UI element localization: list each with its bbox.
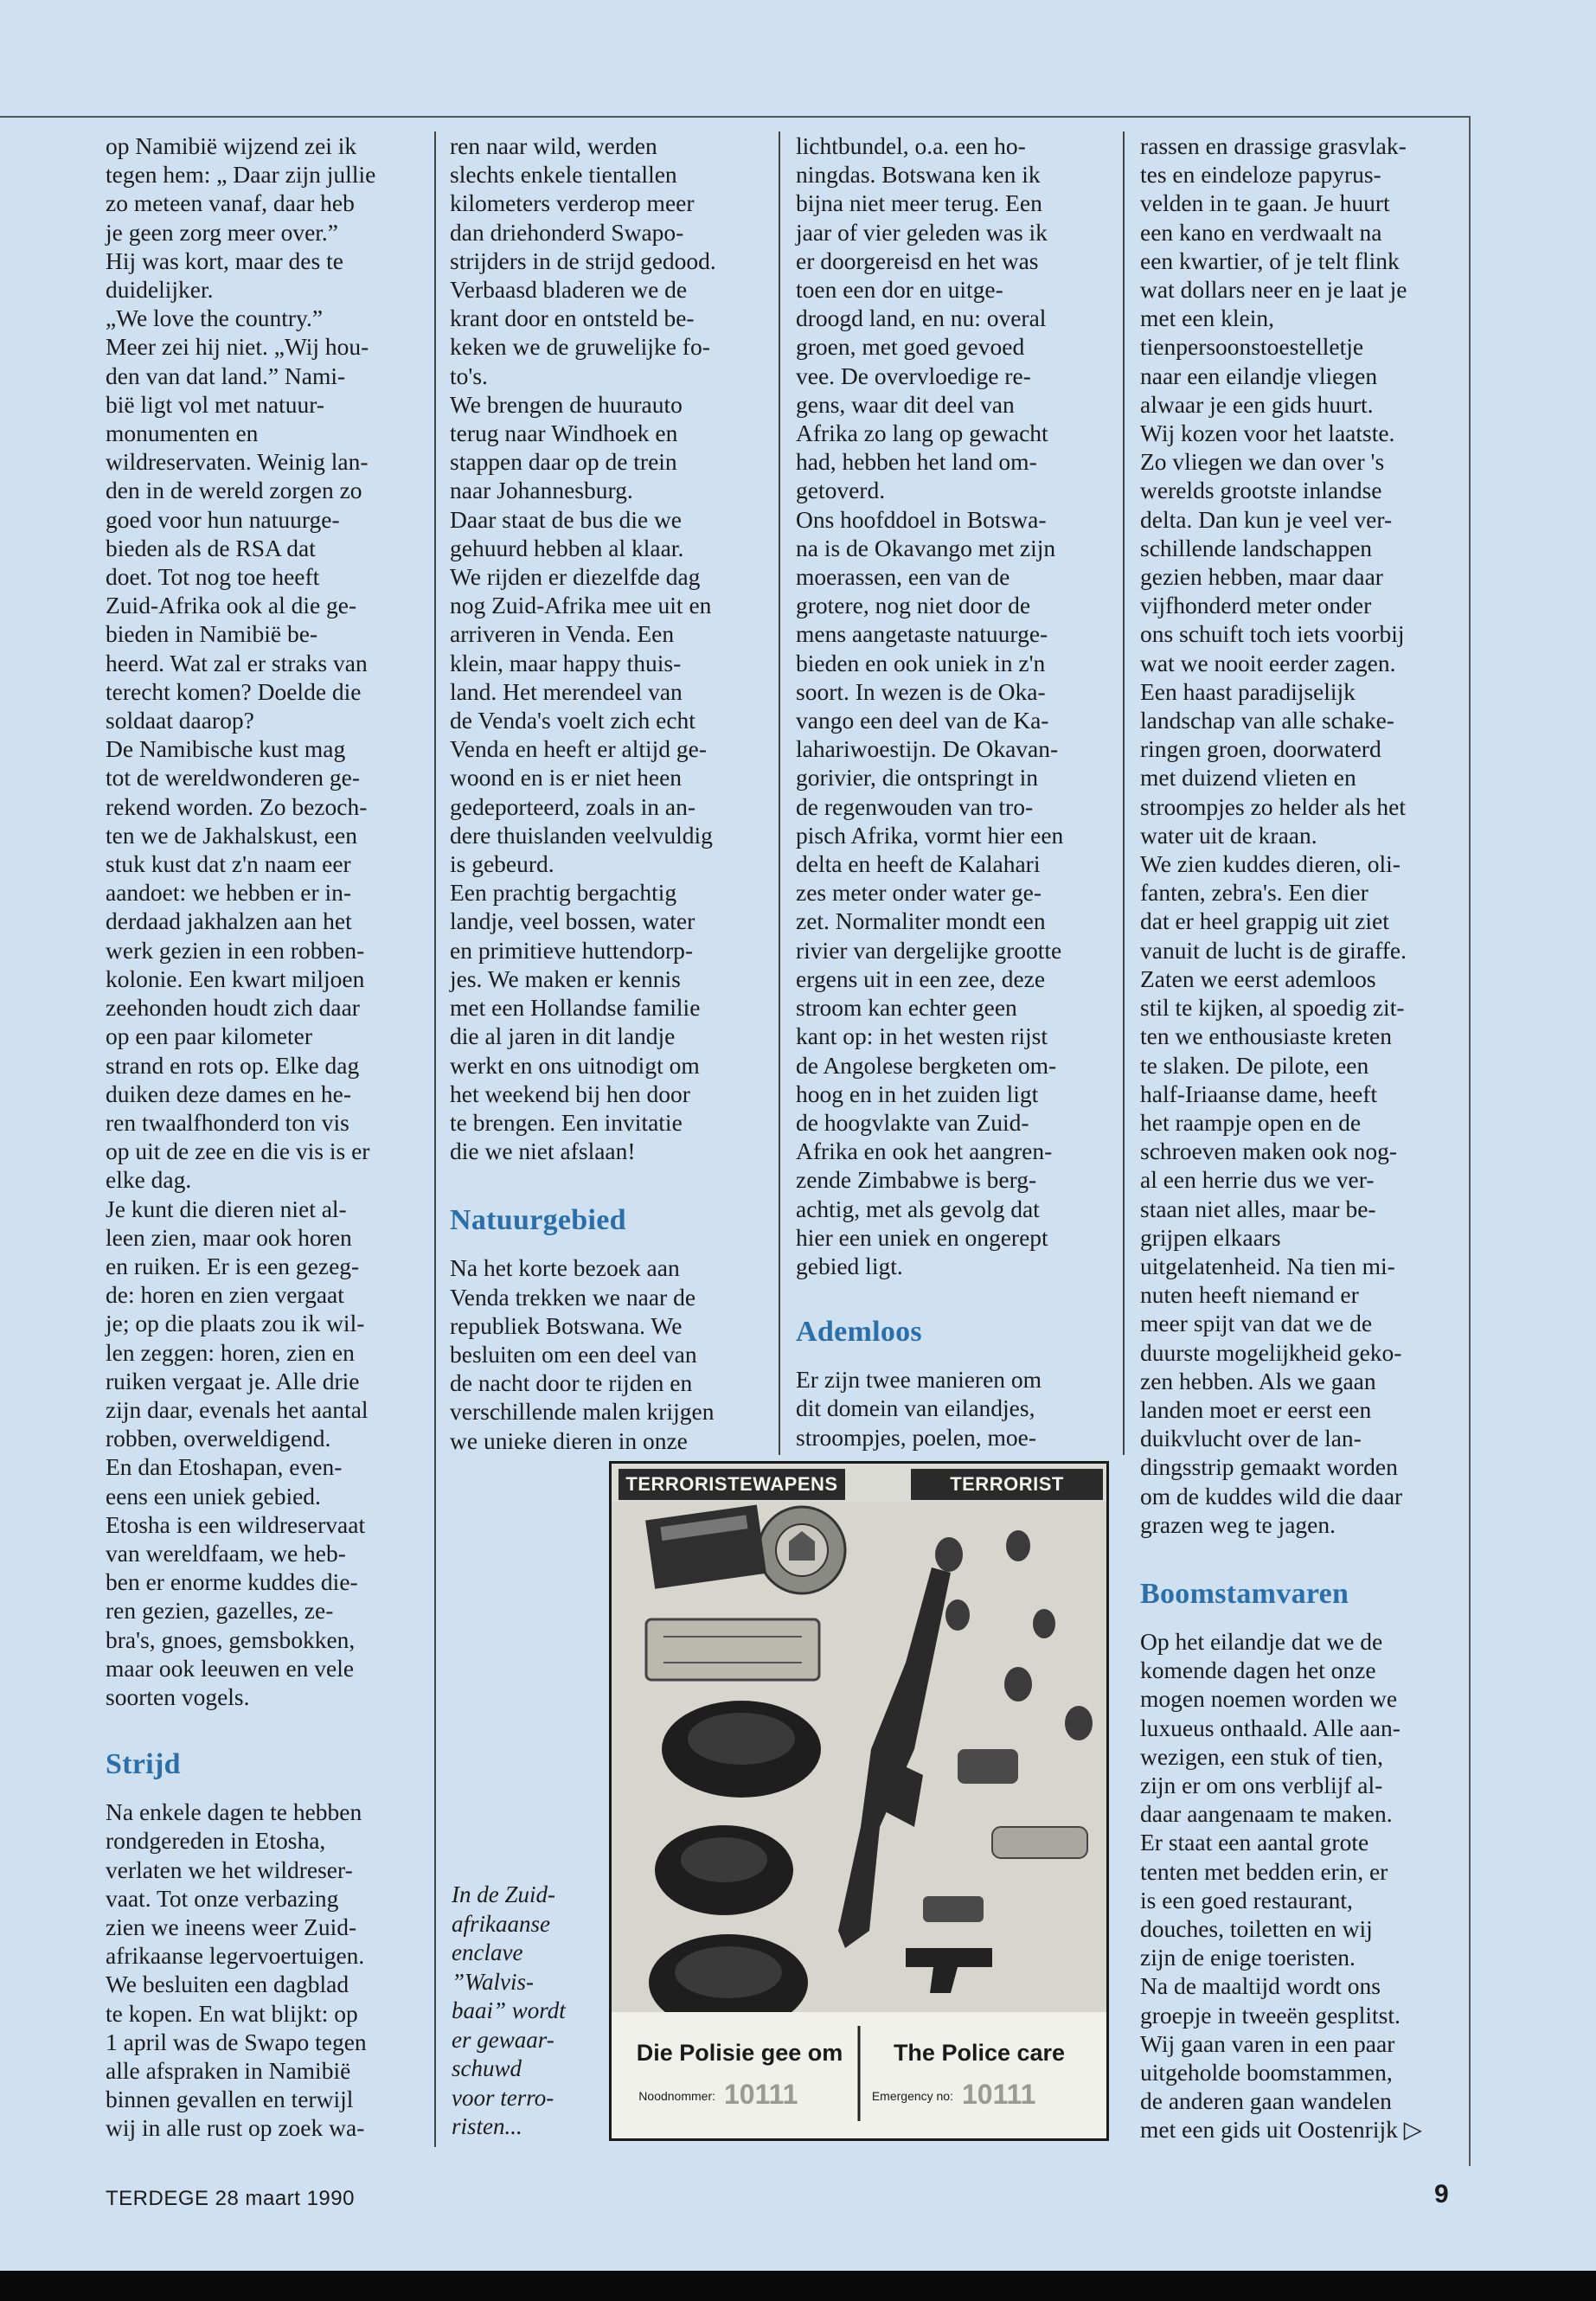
text-line: tot de wereldwonderen ge- xyxy=(106,764,360,792)
text-line: Er staat een aantal grote xyxy=(1140,1829,1369,1856)
text-line: om de kuddes wild die daar xyxy=(1140,1482,1403,1509)
caption-line: afrikaanse xyxy=(452,1910,550,1937)
text-line: je geen zorg meer over.” xyxy=(106,218,339,246)
text-line: keken we de gruwelijke fo- xyxy=(450,333,710,361)
text-line: kilometers verderop meer xyxy=(450,189,695,217)
article-column-4 xyxy=(1140,131,1460,2144)
text-line: getoverd. xyxy=(796,477,886,504)
text-line: tes en eindeloze papyrus- xyxy=(1140,161,1381,189)
text-line: Wij kozen voor het laatste. xyxy=(1140,420,1395,447)
text-line: terug naar Windhoek en xyxy=(450,420,678,447)
text-line: duurste mogelijkheid geko- xyxy=(1140,1338,1402,1366)
text-line: half-Iriaanse dame, heeft xyxy=(1140,1080,1378,1107)
paragraph-block xyxy=(106,1798,417,2142)
text-line: gens, waar dit deel van xyxy=(796,390,1015,418)
text-line: Venda trekken we naar de xyxy=(450,1283,696,1311)
text-line: monumenten en xyxy=(106,420,259,447)
text-line: Op het eilandje dat we de xyxy=(1140,1627,1383,1655)
text-line: uitgelatenheid. Na tien mi- xyxy=(1140,1252,1395,1279)
photo-caption xyxy=(452,1881,599,2142)
text-line: We rijden er diezelfde dag xyxy=(450,563,701,591)
text-line: ren gezien, gazelles, ze- xyxy=(106,1597,334,1625)
text-line: heerd. Wat zal er straks van xyxy=(106,649,368,676)
poster-slogan-english: The Police care xyxy=(893,2040,1066,2066)
text-line: dan driehonderd Swapo- xyxy=(450,218,684,246)
text-line: rekend worden. Zo bezoch- xyxy=(106,792,368,820)
text-line: Zaten we eerst ademloos xyxy=(1140,965,1376,992)
text-line: dat er heel grappig uit ziet xyxy=(1140,907,1389,935)
text-line: wildreservaten. Weinig lan- xyxy=(106,448,369,476)
text-line: ruiken vergaat je. Alle drie xyxy=(106,1367,360,1394)
text-line: to's. xyxy=(450,362,488,389)
text-line: vango een deel van de Ka- xyxy=(796,707,1049,734)
text-line: douches, toiletten en wij xyxy=(1140,1914,1373,1942)
poster-slogan-afrikaans: Die Polisie gee om xyxy=(636,2040,843,2066)
text-line: we unieke dieren in onze xyxy=(450,1426,688,1454)
poster-phone-label-english: Emergency no: xyxy=(871,2089,953,2103)
text-line: zien we ineens weer Zuid- xyxy=(106,1913,357,1940)
text-line: gedeporteerd, zoals in an- xyxy=(450,792,696,820)
column-divider xyxy=(779,131,780,1455)
text-line: stappen daar op de trein xyxy=(450,448,677,476)
text-line: landen moet er eerst een xyxy=(1140,1395,1372,1423)
text-line: de hoogvlakte van Zuid- xyxy=(796,1108,1029,1136)
text-line: ren twaalfhonderd ton vis xyxy=(106,1108,349,1136)
text-line: maar ook leeuwen en vele xyxy=(106,1654,355,1682)
text-line: Verbaasd bladeren we de xyxy=(450,276,688,304)
text-line: stuk kust dat z'n naam eer xyxy=(106,850,351,878)
text-line: klein, maar happy thuis- xyxy=(450,649,682,676)
text-line: op een paar kilometer xyxy=(106,1022,312,1050)
text-line: 1 april was de Swapo tegen xyxy=(106,2028,367,2055)
text-line: Je kunt die dieren niet al- xyxy=(106,1195,347,1222)
text-line: velden in te gaan. Je huurt xyxy=(1140,189,1390,217)
text-line: een kwartier, of je telt flink xyxy=(1140,247,1400,274)
text-line: len zeggen: horen, zien en xyxy=(106,1338,355,1366)
text-line: dit domein van eilandjes, xyxy=(796,1394,1035,1422)
text-line: soldaat daarop? xyxy=(106,707,254,734)
text-line: aandoet: we hebben er in- xyxy=(106,879,352,907)
right-rule xyxy=(1469,116,1471,2166)
text-line: ringen groen, doorwaterd xyxy=(1140,735,1381,763)
text-line: zen hebben. Als we gaan xyxy=(1140,1367,1376,1394)
text-line: rassen en drassige grasvlak- xyxy=(1140,132,1407,159)
text-line: ons schuift toch iets voorbij xyxy=(1140,620,1405,648)
text-line: mogen noemen worden we xyxy=(1140,1685,1398,1713)
text-line: gehuurd hebben al klaar. xyxy=(450,534,684,561)
text-line: Na de maaltijd wordt ons xyxy=(1140,1972,1381,2000)
text-line: wat dollars neer en je laat je xyxy=(1140,276,1407,304)
text-line: nog Zuid-Afrika mee uit en xyxy=(450,592,712,619)
caption-line: voor terro- xyxy=(452,2084,554,2111)
text-line: zijn er om ons verblijf al- xyxy=(1140,1771,1383,1798)
text-line: van wereldfaam, we heb- xyxy=(106,1539,346,1567)
text-line: lichtbundel, o.a. een ho- xyxy=(796,132,1026,159)
text-line: luxueus onthaald. Alle aan- xyxy=(1140,1714,1401,1741)
text-line: na is de Okavango met zijn xyxy=(796,534,1056,561)
text-line: strand en rots op. Elke dag xyxy=(106,1051,360,1079)
text-line: kolonie. Een kwart miljoen xyxy=(106,965,365,992)
text-line: en primitieve huttendorp- xyxy=(450,936,694,964)
text-line: zes meter onder water ge- xyxy=(796,879,1042,907)
text-line: delta en heeft de Kalahari xyxy=(796,850,1041,878)
text-line: derdaad jakhalzen aan het xyxy=(106,907,352,935)
text-line: wat we nooit eerder zagen. xyxy=(1140,649,1396,676)
text-line: We brengen de huurauto xyxy=(450,390,683,418)
text-line: die al jaren in dit landje xyxy=(450,1022,676,1050)
text-line: Een prachtig bergachtig xyxy=(450,879,677,907)
text-line: ben er enorme kuddes die- xyxy=(106,1568,358,1596)
page-number: 9 xyxy=(1434,2180,1449,2208)
text-line: Etosha is een wildreservaat xyxy=(106,1510,366,1538)
text-line: doet. Tot nog toe heeft xyxy=(106,563,320,591)
text-line: rivier van dergelijke grootte xyxy=(796,936,1062,964)
text-line: wezigen, een stuk of tien, xyxy=(1140,1742,1384,1770)
text-line: Hij was kort, maar des te xyxy=(106,247,343,274)
caption-line: enclave xyxy=(452,1939,523,1965)
text-line: zijn de enige toeristen. xyxy=(1140,1944,1356,1971)
text-line: stroompjes zo helder als het xyxy=(1140,792,1406,820)
text-line: alwaar je een gids huurt. xyxy=(1140,390,1374,418)
text-line: eens een uniek gebied. xyxy=(106,1482,321,1509)
text-line: op Namibië wijzend zei ik xyxy=(106,132,357,159)
text-line: gorivier, die ontspringt in xyxy=(796,764,1038,792)
poster-phone-number-afrikaans: 10111 xyxy=(724,2079,798,2110)
column-divider xyxy=(434,131,436,2147)
text-line: ningdas. Botswana ken ik xyxy=(796,161,1041,189)
text-line: naar Johannesburg. xyxy=(450,477,633,504)
text-line: hier een uniek en ongerept xyxy=(796,1223,1048,1251)
text-line: binnen gevallen en terwijl xyxy=(106,2086,354,2113)
text-line: de Angolese bergketen om- xyxy=(796,1051,1057,1079)
text-line: werk gezien in een robben- xyxy=(106,936,365,964)
text-line: de anderen gaan wandelen xyxy=(1140,2087,1392,2115)
text-line: Afrika zo lang op gewacht xyxy=(796,420,1048,447)
text-line: duiken deze dames en he- xyxy=(106,1080,352,1107)
text-line: Daar staat de bus die we xyxy=(450,505,683,533)
text-line: besluiten om een deel van xyxy=(450,1340,697,1368)
text-line: rondgereden in Etosha, xyxy=(106,1827,326,1855)
text-line: verlaten we het wildreser- xyxy=(106,1856,353,1883)
text-line: tenten met bedden erin, er xyxy=(1140,1857,1388,1885)
article-column-2 xyxy=(450,131,766,1455)
text-line: slechts enkele tientallen xyxy=(450,161,677,189)
text-line: groepje in tweeën gesplitst. xyxy=(1140,2001,1401,2029)
text-line: te kopen. En wat blijkt: op xyxy=(106,1999,358,2027)
text-line: land. Het merendeel van xyxy=(450,677,683,705)
text-line: duidelijker. xyxy=(106,276,214,304)
text-line: grotere, nog niet door de xyxy=(796,592,1031,619)
text-line: grijpen elkaars xyxy=(1140,1223,1281,1251)
text-line: gebied ligt. xyxy=(796,1252,903,1279)
caption-line: er gewaar- xyxy=(452,2026,554,2053)
text-line: water uit de kraan. xyxy=(1140,821,1317,849)
text-line: delta. Dan kun je veel ver- xyxy=(1140,505,1393,533)
text-line: goed voor hun natuurge- xyxy=(106,505,340,533)
text-line: met een gids uit Oostenrijk ▷ xyxy=(1140,2116,1422,2144)
article-column-1 xyxy=(106,131,417,2143)
text-line: elke dag. xyxy=(106,1166,192,1194)
text-line: is een goed restaurant, xyxy=(1140,1886,1353,1913)
text-line: komende dagen het onze xyxy=(1140,1657,1376,1684)
text-line: bra's, gnoes, gemsbokken, xyxy=(106,1625,356,1653)
text-line: stil te kijken, al spoedig zit- xyxy=(1140,994,1405,1022)
paragraph-block xyxy=(1140,1627,1460,2144)
text-line: zijn daar, evenals het aantal xyxy=(106,1395,369,1423)
text-line: grazen weg te jagen. xyxy=(1140,1510,1336,1538)
text-line: jes. We maken er kennis xyxy=(450,965,681,992)
paragraph-block xyxy=(450,131,766,1165)
text-line: jaar of vier geleden was ik xyxy=(796,218,1048,246)
text-line: al een herrie dus we ver- xyxy=(1140,1166,1375,1194)
text-line: We besluiten een dagblad xyxy=(106,1971,349,1998)
text-line: woond en is er niet heen xyxy=(450,764,683,792)
text-line: afrikaanse legervoertuigen. xyxy=(106,1942,365,1970)
text-line: meer spijt van dat we de xyxy=(1140,1310,1373,1337)
text-line: staan niet alles, maar be- xyxy=(1140,1195,1376,1222)
text-line: uitgeholde boomstammen, xyxy=(1140,2059,1393,2086)
text-line: We zien kuddes dieren, oli- xyxy=(1140,850,1401,878)
text-line: Meer zei hij niet. „Wij hou- xyxy=(106,333,369,361)
text-line: had, hebben het land om- xyxy=(796,448,1037,476)
text-line: zo meteen vanaf, daar heb xyxy=(106,189,355,217)
text-line: bieden als de RSA dat xyxy=(106,534,316,561)
article-column-3 xyxy=(796,131,1107,1452)
text-line: ergens uit in een zee, deze xyxy=(796,965,1046,992)
text-line: stroompjes, poelen, moe- xyxy=(796,1423,1036,1451)
text-line: Na enkele dagen te hebben xyxy=(106,1798,362,1826)
text-line: te slaken. De pilote, een xyxy=(1140,1051,1369,1079)
text-line: pisch Afrika, vormt hier een xyxy=(796,821,1064,849)
text-line: vanuit de lucht is de giraffe. xyxy=(1140,936,1407,964)
text-line: Zuid-Afrika ook al die ge- xyxy=(106,592,357,619)
terrorist-weapons-poster-photo xyxy=(609,1461,1109,2141)
text-line: Afrika en ook het aangren- xyxy=(796,1138,1053,1165)
text-line: een kano en verdwaalt na xyxy=(1140,218,1382,246)
text-line: republiek Botswana. We xyxy=(450,1311,683,1339)
text-line: de regenwouden van tro- xyxy=(796,792,1034,820)
subheading-strijd: Strijd xyxy=(106,1748,181,1781)
caption-line: risten... xyxy=(452,2113,522,2139)
text-line: met een Hollandse familie xyxy=(450,994,701,1022)
explosive-pack-icon xyxy=(646,1619,819,1680)
text-line: zet. Normaliter mondt een xyxy=(796,907,1046,935)
text-line: bieden in Namibië be- xyxy=(106,620,318,648)
text-line: er doorgereisd en het was xyxy=(796,247,1039,274)
text-line: stroom kan echter geen xyxy=(796,994,1017,1022)
text-line: Zo vliegen we dan over 's xyxy=(1140,448,1385,476)
text-line: dere thuislanden veelvuldig xyxy=(450,821,713,849)
poster-phone-number-english: 10111 xyxy=(962,2079,1036,2110)
text-line: tienpersoonstoestelletje xyxy=(1140,333,1364,361)
paragraph-block xyxy=(1140,131,1460,1539)
paragraph-block xyxy=(106,131,417,1711)
text-line: Een haast paradijselijk xyxy=(1140,677,1356,705)
text-line: De Namibische kust mag xyxy=(106,735,346,763)
text-line: schillende landschappen xyxy=(1140,534,1373,561)
text-line: te brengen. Een invitatie xyxy=(450,1108,683,1136)
text-line: die we niet afslaan! xyxy=(450,1138,636,1165)
poster-artwork xyxy=(612,1464,1106,2138)
text-line: je; op die plaats zou ik wil- xyxy=(106,1310,365,1337)
text-line: nuten heeft niemand er xyxy=(1140,1281,1359,1309)
caption-line: baai” wordt xyxy=(452,1997,566,2023)
text-line: Na het korte bezoek aan xyxy=(450,1254,680,1282)
text-line: droogd land, en nu: overal xyxy=(796,304,1047,332)
text-line: mens aangetaste natuurge- xyxy=(796,620,1048,648)
text-line: werelds grootste inlandse xyxy=(1140,477,1382,504)
text-line: krant door en ontsteld be- xyxy=(450,304,695,332)
text-line: En dan Etoshapan, even- xyxy=(106,1453,343,1481)
text-line: gezien hebben, maar daar xyxy=(1140,563,1383,591)
page-footer: TERDEGE 28 maart 1990 xyxy=(106,2187,355,2210)
police-badge-icon xyxy=(759,1507,845,1593)
text-line: tegen hem: „ Daar zijn jullie xyxy=(106,161,376,189)
text-line: zende Zimbabwe is berg- xyxy=(796,1166,1037,1194)
text-line: vijfhonderd meter onder xyxy=(1140,592,1372,619)
text-line: naar een eilandje vliegen xyxy=(1140,362,1378,389)
text-line: ten we enthousiaste kreten xyxy=(1140,1022,1392,1050)
text-line: ten we de Jakhalskust, een xyxy=(106,821,357,849)
text-line: het weekend bij hen door xyxy=(450,1080,690,1107)
text-line: werkt en ons uitnodigt om xyxy=(450,1051,700,1079)
text-line: groen, met goed gevoed xyxy=(796,333,1025,361)
text-line: „We love the country.” xyxy=(106,304,324,332)
text-line: leen zien, maar ook horen xyxy=(106,1223,352,1251)
text-line: met duizend vlieten en xyxy=(1140,764,1356,792)
text-line: de nacht door te rijden en xyxy=(450,1369,693,1397)
text-line: bieden en ook uniek in z'n xyxy=(796,649,1046,676)
text-line: alle afspraken in Namibië xyxy=(106,2057,351,2084)
text-line: den in de wereld zorgen zo xyxy=(106,477,362,504)
text-line: bijna niet meer terug. Een xyxy=(796,189,1042,217)
text-line: met een klein, xyxy=(1140,304,1275,332)
text-line: wij in alle rust op zoek wa- xyxy=(106,2114,365,2142)
poster-heading-afrikaans: TERRORISTEWAPENS xyxy=(619,1469,845,1500)
text-line: strijders in de strijd gedood. xyxy=(450,247,716,274)
text-line: vaat. Tot onze verbazing xyxy=(106,1884,339,1912)
text-line: en ruiken. Er is een gezeg- xyxy=(106,1252,360,1279)
text-line: vee. De overvloedige re- xyxy=(796,362,1031,389)
text-line: Venda en heeft er altijd ge- xyxy=(450,735,708,763)
text-line: zeehonden houdt zich daar xyxy=(106,994,360,1022)
text-line: toen een dor en uitge- xyxy=(796,276,1003,304)
text-line: schroeven maken ook nog- xyxy=(1140,1138,1398,1165)
poster-phone-label-afrikaans: Noodnommer: xyxy=(638,2089,715,2103)
text-line: arriveren in Venda. Een xyxy=(450,620,675,648)
scan-edge xyxy=(0,2271,1596,2301)
poster-heading-english: TERRORIST xyxy=(911,1469,1103,1500)
paragraph-block xyxy=(450,1253,766,1454)
text-line: Ons hoofddoel in Botswa- xyxy=(796,505,1047,533)
text-line: lahariwoestijn. De Okavan- xyxy=(796,735,1059,763)
subheading-natuurgebied: Natuurgebied xyxy=(450,1204,626,1237)
text-line: duikvlucht over de lan- xyxy=(1140,1425,1362,1452)
text-line: Wij gaan varen in een paar xyxy=(1140,2029,1395,2057)
caption-line: In de Zuid- xyxy=(452,1881,555,1907)
text-line: verschillende malen krijgen xyxy=(450,1398,715,1426)
text-line: dingsstrip gemaakt worden xyxy=(1140,1453,1398,1481)
caption-line: schuwd xyxy=(452,2055,522,2081)
column-divider xyxy=(1123,131,1125,1455)
text-line: achtig, met als gevolg dat xyxy=(796,1195,1040,1222)
text-line: op uit de zee en die vis is er xyxy=(106,1138,370,1165)
text-line: hoog en in het zuiden ligt xyxy=(796,1080,1039,1107)
subheading-boomstamvaren: Boomstamvaren xyxy=(1140,1577,1349,1610)
text-line: kant op: in het westen rijst xyxy=(796,1022,1048,1050)
text-line: de: horen en zien vergaat xyxy=(106,1281,344,1309)
top-rule xyxy=(0,116,1471,118)
text-line: Er zijn twee manieren om xyxy=(796,1366,1042,1394)
text-line: robben, overweldigend. xyxy=(106,1425,331,1452)
subheading-ademloos: Ademloos xyxy=(796,1316,922,1349)
text-line: moerassen, een van de xyxy=(796,563,1010,591)
text-line: soorten vogels. xyxy=(106,1682,250,1710)
caption-line: ”Walvis- xyxy=(452,1968,535,1995)
text-line: het raampje open en de xyxy=(1140,1108,1362,1136)
text-line: landschap van alle schake- xyxy=(1140,707,1394,734)
text-line: den van dat land.” Nami- xyxy=(106,362,346,389)
text-line: landje, veel bossen, water xyxy=(450,907,695,935)
text-line: bië ligt vol met natuur- xyxy=(106,390,325,418)
text-line: is gebeurd. xyxy=(450,850,554,878)
text-line: fanten, zebra's. Een dier xyxy=(1140,879,1368,907)
text-line: daar aangenaam te maken. xyxy=(1140,1800,1393,1828)
text-line: terecht komen? Doelde die xyxy=(106,677,362,705)
text-line: ren naar wild, werden xyxy=(450,132,657,159)
paragraph-block xyxy=(796,131,1107,1280)
text-line: soort. In wezen is de Oka- xyxy=(796,677,1046,705)
paragraph-block xyxy=(796,1365,1107,1452)
text-line: de Venda's voelt zich echt xyxy=(450,707,695,734)
